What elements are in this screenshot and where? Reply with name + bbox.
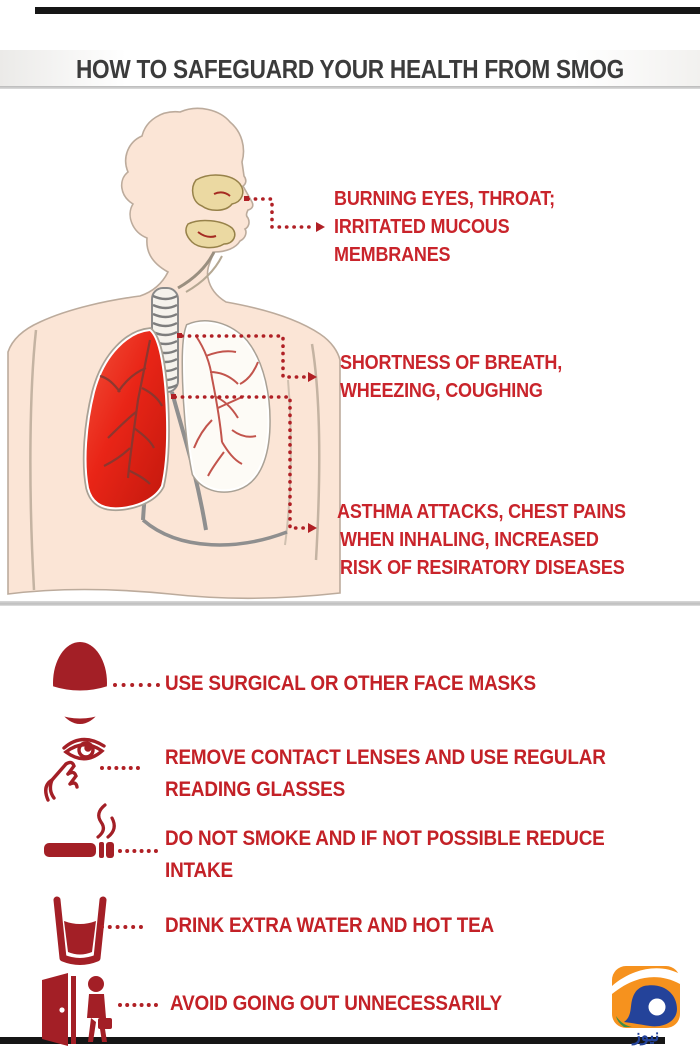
section-divider [0, 601, 700, 606]
geo-news-urdu-wordmark: نیوز [632, 1026, 660, 1045]
symptom-label: IRRITATED MUCOUS [334, 216, 510, 238]
tip-label: DRINK EXTRA WATER AND HOT TEA [165, 914, 495, 937]
tip-dotted-leader [100, 925, 143, 929]
door-exit-icon [40, 972, 120, 1047]
title-divider [0, 86, 700, 89]
tip-label: REMOVE CONTACT LENSES AND USE REGULAR [165, 746, 606, 769]
symptom-label: WHEN INHALING, INCREASED [340, 529, 599, 551]
leader-start-3 [171, 394, 176, 399]
symptom-label: SHORTNESS OF BREATH, [340, 352, 563, 374]
tip-dotted-leader [118, 1003, 158, 1007]
symptom-label: BURNING EYES, THROAT; [334, 188, 555, 210]
leader-start-1 [244, 196, 249, 201]
tip-dotted-leader [113, 683, 160, 687]
symptom-label: MEMBRANES [334, 244, 451, 266]
page-title: HOW TO SAFEGUARD YOUR HEALTH FROM SMOG [75, 54, 625, 84]
water-glass-icon [52, 896, 108, 966]
leader-start-2 [177, 333, 182, 338]
face-mask-icon [50, 638, 110, 733]
tip-dotted-leader [118, 849, 158, 853]
tip-dotted-leader [100, 766, 140, 770]
sinus-lower [186, 221, 235, 248]
geo-news-logo [612, 966, 682, 1030]
respiratory-anatomy-illustration [0, 105, 345, 605]
leader-arrow-1 [316, 222, 325, 232]
tip-label: USE SURGICAL OR OTHER FACE MASKS [165, 672, 536, 695]
top-edge-bar [35, 7, 700, 14]
tip-label: INTAKE [165, 859, 233, 882]
tip-label: READING GLASSES [165, 778, 346, 801]
tip-label: AVOID GOING OUT UNNECESSARILY [170, 992, 502, 1015]
symptom-label: RISK OF RESIRATORY DISEASES [340, 557, 625, 579]
cigarette-icon [42, 795, 122, 865]
symptom-label: WHEEZING, COUGHING [340, 380, 543, 402]
symptom-label: ASTHMA ATTACKS, CHEST PAINS [337, 501, 626, 523]
leader-line-eyes [248, 199, 316, 227]
tip-label: DO NOT SMOKE AND IF NOT POSSIBLE REDUCE [165, 827, 605, 850]
